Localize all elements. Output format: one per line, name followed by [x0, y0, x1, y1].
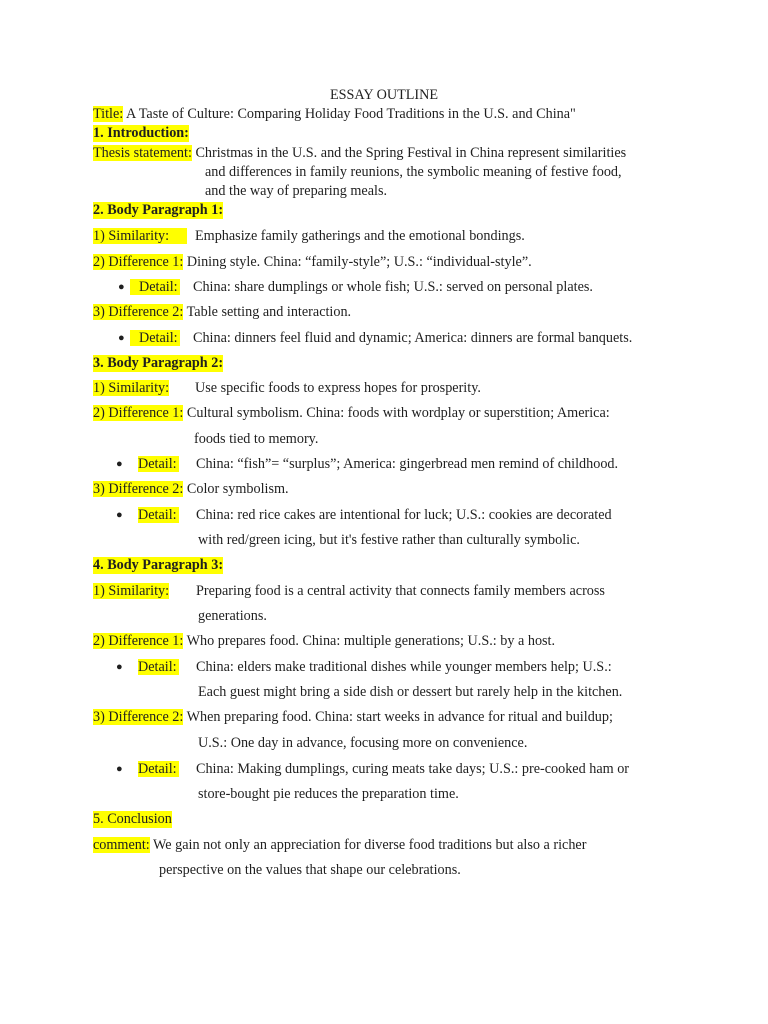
detail-label: Detail: — [130, 330, 180, 346]
bullet-icon: ● — [118, 332, 125, 344]
thesis-text-1: Christmas in the U.S. and the Spring Festival in China represent similarities — [191, 145, 627, 161]
title-line — [93, 106, 576, 123]
body3-heading: 4. Body Paragraph 3: — [93, 557, 224, 573]
title-text: A Taste of Culture: Comparing Holiday Food Traditions in the U.S. and China" — [123, 106, 576, 122]
body2-diff2 — [93, 481, 289, 498]
body1-detail2-text: China: dinners feel fluid and dynamic; America: dinners are formal banquets. — [193, 330, 633, 346]
difference-text: Table setting and interaction. — [183, 304, 352, 320]
bullet-icon: ● — [116, 458, 123, 470]
body3-detail2-label — [138, 761, 179, 778]
body3-detail1-label — [138, 659, 179, 676]
body2-detail1-text: China: “fish”= “surplus”; America: gingerbread men remind of childhood. — [196, 456, 619, 472]
bullet-icon: ● — [116, 661, 123, 673]
thesis-line-3: and the way of preparing meals. — [205, 183, 388, 199]
similarity-label: 1) Similarity: — [93, 380, 170, 396]
difference-label: 2) Difference 1: — [93, 405, 184, 421]
conclusion-heading: 5. Conclusion — [93, 811, 172, 827]
body1-diff1 — [93, 254, 532, 271]
body3-similarity-text-2: generations. — [198, 608, 267, 624]
body2-detail1-label — [138, 456, 179, 473]
detail-label: Detail: — [138, 456, 177, 472]
comment-line-1 — [93, 837, 586, 854]
body3-similarity-text-1: Preparing food is a central activity that connects family members across — [196, 583, 605, 599]
body1-detail1-text: China: share dumplings or whole fish; U.S.: served on personal plates. — [193, 279, 593, 295]
comment-line-2: perspective on the values that shape our celebrations. — [159, 862, 461, 878]
body3-diff1 — [93, 633, 555, 650]
body1-similarity-text: Emphasize family gatherings and the emotional bondings. — [195, 228, 525, 244]
body3-diff2-cont: U.S.: One day in advance, focusing more on convenience. — [198, 735, 528, 751]
body2-similarity — [93, 380, 169, 397]
difference-label: 3) Difference 2: — [93, 481, 184, 497]
similarity-label: 1) Similarity: — [93, 583, 170, 599]
similarity-label: 1) Similarity: — [93, 228, 187, 244]
page-heading: ESSAY OUTLINE — [329, 87, 439, 103]
body3-diff2 — [93, 709, 613, 726]
body1-diff2 — [93, 304, 351, 321]
thesis-label: Thesis statement: — [93, 145, 192, 161]
body2-detail2-text-2: with red/green icing, but it's festive rather than culturally symbolic. — [198, 532, 580, 548]
body3-detail2-text-1: China: Making dumplings, curing meats take days; U.S.: pre-cooked ham or — [196, 761, 630, 777]
body1-detail1-label — [130, 279, 180, 296]
body2-detail2-label — [138, 507, 179, 524]
body1-detail2-label — [130, 330, 180, 347]
detail-label: Detail: — [138, 761, 177, 777]
body1-heading: 2. Body Paragraph 1: — [93, 202, 224, 218]
body2-diff1 — [93, 405, 610, 422]
body3-detail1-text-1: China: elders make traditional dishes while younger members help; U.S.: — [196, 659, 612, 675]
difference-label: 2) Difference 1: — [93, 254, 184, 270]
intro-heading: 1. Introduction: — [93, 125, 189, 141]
difference-text: Color symbolism. — [183, 481, 289, 497]
body3-detail1-text-2: Each guest might bring a side dish or dessert but rarely help in the kitchen. — [198, 684, 623, 700]
bullet-icon: ● — [118, 281, 125, 293]
comment-text: We gain not only an appreciation for diverse food traditions but also a richer — [149, 837, 587, 853]
difference-text: When preparing food. China: start weeks in advance for ritual and buildup; — [183, 709, 613, 725]
body2-diff1-cont: foods tied to memory. — [194, 431, 319, 447]
detail-label: Detail: — [138, 507, 177, 523]
difference-label: 2) Difference 1: — [93, 633, 184, 649]
difference-text: Cultural symbolism. China: foods with wordplay or superstition; America: — [183, 405, 610, 421]
bullet-icon: ● — [116, 509, 123, 521]
detail-label: Detail: — [138, 659, 177, 675]
body3-detail2-text-2: store-bought pie reduces the preparation time. — [198, 786, 459, 802]
bullet-icon: ● — [116, 763, 123, 775]
body1-similarity — [93, 228, 187, 245]
body2-detail2-text-1: China: red rice cakes are intentional for luck; U.S.: cookies are decorated — [196, 507, 612, 523]
title-label: Title: — [93, 106, 124, 122]
difference-label: 3) Difference 2: — [93, 709, 184, 725]
body3-similarity — [93, 583, 169, 600]
thesis-line-2: and differences in family reunions, the symbolic meaning of festive food, — [205, 164, 622, 180]
comment-label: comment: — [93, 837, 150, 853]
difference-text: Who prepares food. China: multiple generations; U.S.: by a host. — [183, 633, 556, 649]
thesis-line-1 — [93, 145, 626, 162]
detail-label: Detail: — [130, 279, 180, 295]
body2-similarity-text: Use specific foods to express hopes for prosperity. — [195, 380, 481, 396]
body2-heading: 3. Body Paragraph 2: — [93, 355, 224, 371]
difference-text: Dining style. China: “family-style”; U.S.: “individual-style”. — [183, 254, 532, 270]
difference-label: 3) Difference 2: — [93, 304, 184, 320]
